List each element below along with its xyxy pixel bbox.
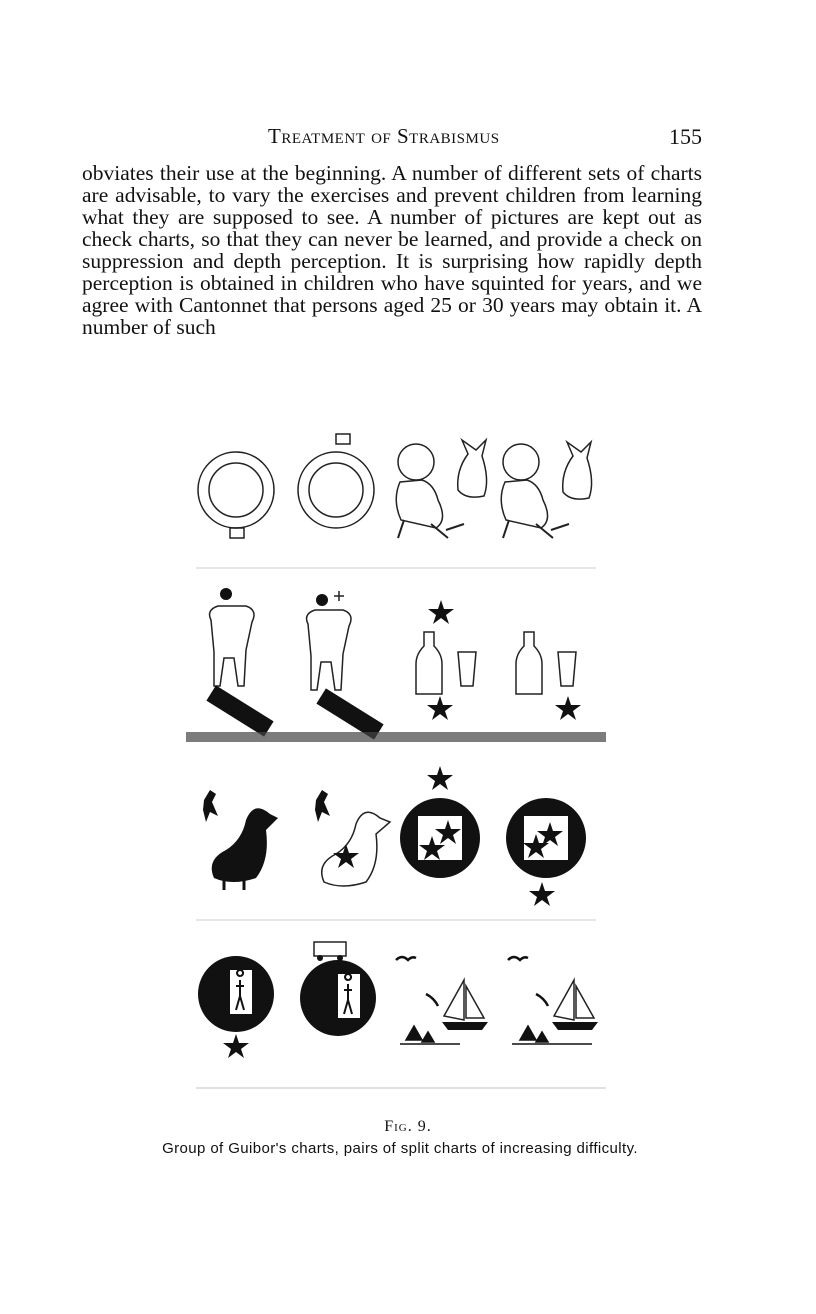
chart-dog-pair xyxy=(206,588,383,740)
body-paragraph: obviates their use at the beginning. A number of different sets of charts are advisable, to vary the exercises and prevent children from learning what they are supposed to see. A number of pictures are kept out as check charts, so that they can never be learned, and provide a check on suppression and depth perception. It is surprising how rapidly depth perception is obtained in children who have squinted for years, and we agree with Cantonnet that persons aged 25 or 30 years may obtain it. A number of such xyxy=(82,161,702,339)
figure-9 xyxy=(186,420,606,1100)
chart-boy-in-circle-pair xyxy=(198,942,376,1058)
chart-duck-pair xyxy=(203,790,390,890)
chart-rings-pair xyxy=(198,434,374,538)
guibor-charts-illustration xyxy=(186,420,606,1100)
figure-caption: Group of Guibor's charts, pairs of split charts of increasing difficulty. xyxy=(162,1140,638,1157)
running-header xyxy=(82,124,702,154)
page-number: 155 xyxy=(669,124,702,149)
chart-doll-and-cat-pair xyxy=(396,440,591,538)
chart-sailboat-pair xyxy=(396,957,598,1044)
body-text xyxy=(82,162,702,338)
figure-label: Fig. 9. xyxy=(384,1118,432,1135)
chart-bottle-and-glass-pair xyxy=(416,600,581,720)
running-title: Treatment of Strabismus xyxy=(268,124,500,148)
chart-stars-in-circle-pair xyxy=(400,766,586,906)
